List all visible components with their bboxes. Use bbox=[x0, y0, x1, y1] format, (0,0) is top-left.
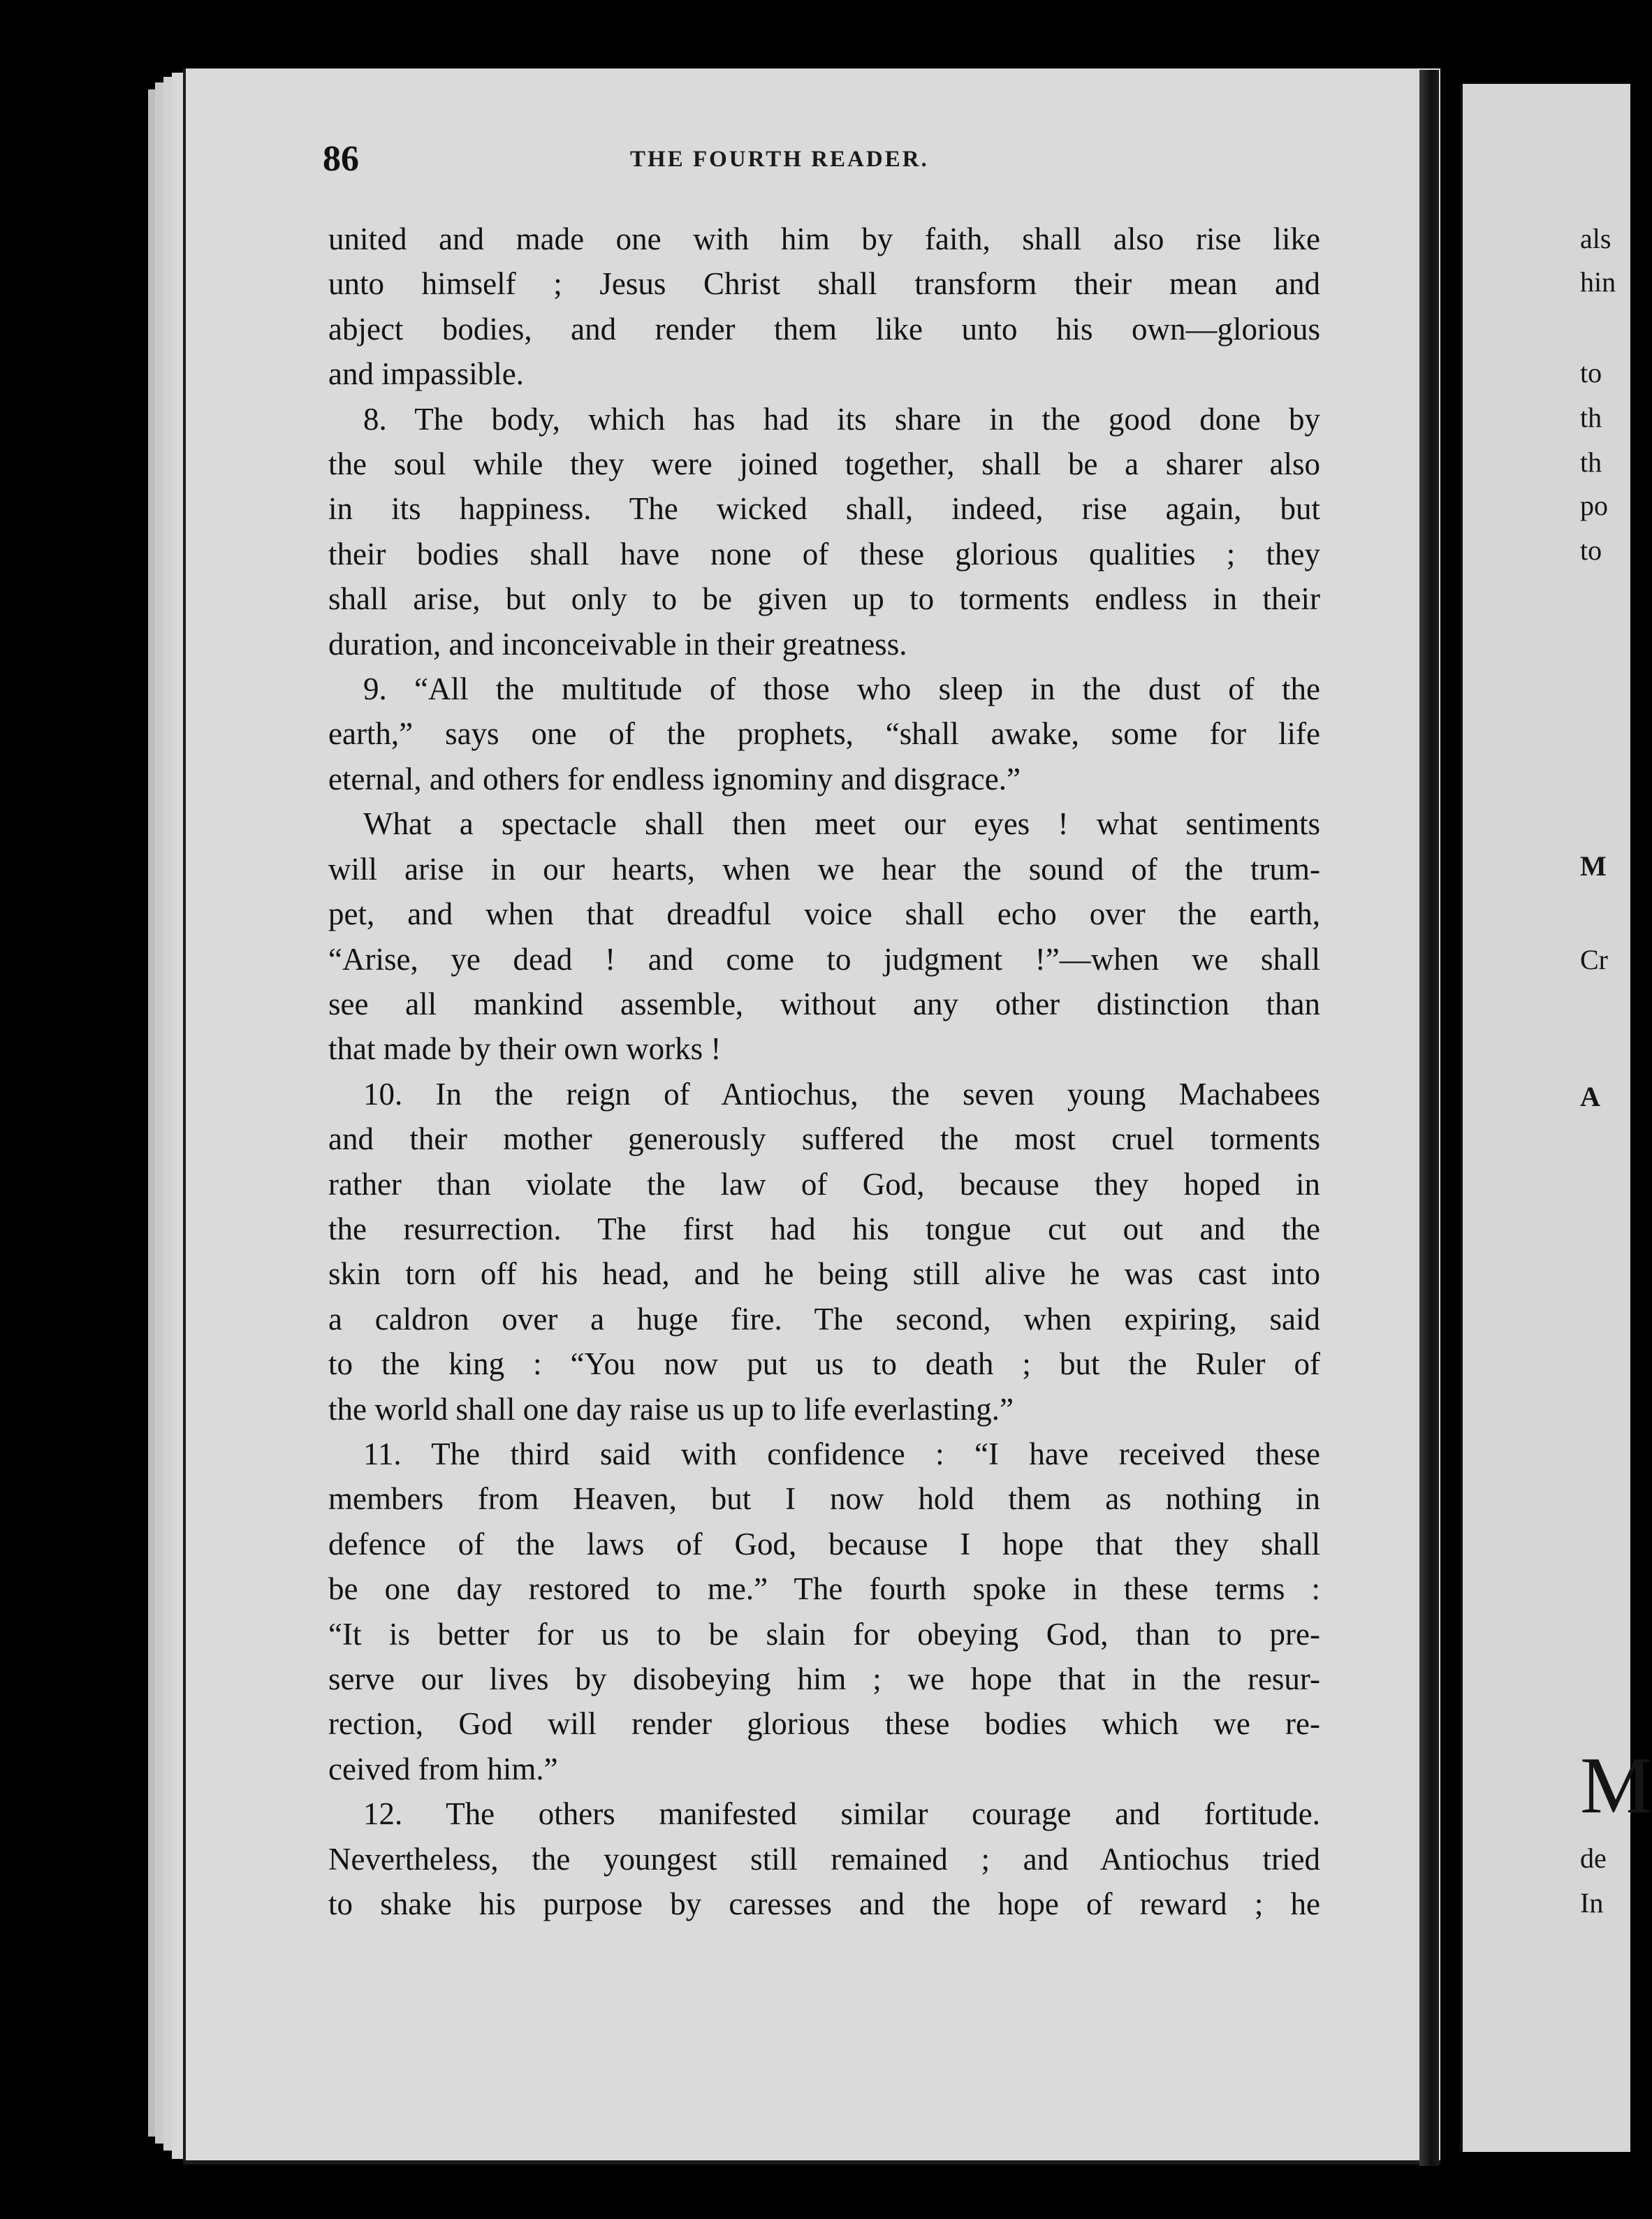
text-line: serve our lives by disobeying him ; we hope that in the resur- bbox=[328, 1661, 1320, 1696]
text-line: duration, and inconceivable in their greatness. bbox=[328, 626, 907, 662]
text-line: skin torn off his head, and he being still alive he was cast into bbox=[328, 1256, 1320, 1292]
text-line: 12. The others manifested similar courage and fortitude. bbox=[363, 1796, 1320, 1832]
paragraph bbox=[328, 1072, 1320, 1432]
paragraph bbox=[328, 1791, 1320, 1926]
paragraph bbox=[328, 667, 1320, 801]
text-line: shall arise, but only to be given up to torments endless in their bbox=[328, 581, 1320, 617]
facing-page-fragment: Cr bbox=[1580, 944, 1608, 975]
facing-page-fragment: In bbox=[1580, 1887, 1604, 1919]
text-line: earth,” says one of the prophets, “shall awake, some for life bbox=[328, 716, 1320, 752]
text-line: the resurrection. The first had his tongue cut out and the bbox=[328, 1211, 1320, 1246]
running-head: THE FOURTH READER. bbox=[630, 147, 929, 172]
text-line: that made by their own works ! bbox=[328, 1031, 722, 1067]
paragraph bbox=[328, 217, 1320, 397]
text-line: abject bodies, and render them like unto his own—glorious bbox=[328, 311, 1320, 347]
text-line: unto himself ; Jesus Christ shall transform their mean and bbox=[328, 266, 1320, 302]
body-text bbox=[328, 217, 1320, 1926]
facing-page-fragment: to bbox=[1580, 357, 1602, 388]
text-line: 11. The third said with confidence : “I have received these bbox=[363, 1436, 1320, 1471]
text-line: rection, God will render glorious these bodies which we re- bbox=[328, 1706, 1320, 1742]
facing-page-fragment: to bbox=[1580, 534, 1602, 566]
facing-page-fragment: M bbox=[1580, 850, 1607, 882]
paragraph bbox=[328, 801, 1320, 1071]
text-line: pet, and when that dreadful voice shall echo over the earth, bbox=[328, 896, 1320, 932]
text-line: be one day restored to me.” The fourth spoke in these terms : bbox=[328, 1571, 1320, 1607]
text-line: the world shall one day raise us up to life everlasting.” bbox=[328, 1391, 1014, 1427]
text-line: 9. “All the multitude of those who sleep in the dust of the bbox=[363, 671, 1320, 707]
text-line: and their mother generously suffered the most cruel torments bbox=[328, 1121, 1320, 1157]
text-line: to shake his purpose by caresses and the hope of reward ; he bbox=[328, 1886, 1320, 1922]
text-line: ceived from him.” bbox=[328, 1751, 558, 1787]
text-line: defence of the laws of God, because I hope that they shall bbox=[328, 1526, 1320, 1562]
text-line: a caldron over a huge fire. The second, when expiring, said bbox=[328, 1301, 1320, 1337]
text-line: united and made one with him by faith, shall also rise like bbox=[328, 221, 1320, 256]
facing-page-fragment: po bbox=[1580, 490, 1608, 521]
text-line: members from Heaven, but I now hold them as nothing in bbox=[328, 1481, 1320, 1517]
facing-page-fragment: A bbox=[1580, 1081, 1600, 1112]
facing-page-fragment: als bbox=[1580, 223, 1611, 254]
text-line: “It is better for us to be slain for obeying God, than to pre- bbox=[328, 1616, 1320, 1652]
text-line: Nevertheless, the youngest still remained ; and Antiochus tried bbox=[328, 1841, 1320, 1877]
facing-page-fragment: hin bbox=[1580, 266, 1616, 298]
text-line: to the king : “You now put us to death ; but the Ruler of bbox=[328, 1346, 1320, 1382]
text-line: What a spectacle shall then meet our eyes ! what sentiments bbox=[363, 806, 1320, 842]
facing-page-fragment: de bbox=[1580, 1842, 1607, 1874]
text-line: the soul while they were joined together, shall be a sharer also bbox=[328, 446, 1320, 482]
text-line: their bodies shall have none of these glorious qualities ; they bbox=[328, 536, 1320, 572]
paragraph bbox=[328, 1432, 1320, 1791]
facing-page-fragment: th bbox=[1580, 446, 1602, 478]
text-line: 8. The body, which has had its share in the good done by bbox=[363, 401, 1320, 437]
book-gutter bbox=[1419, 70, 1439, 2166]
text-line: see all mankind assemble, without any other distinction than bbox=[328, 986, 1320, 1021]
facing-page-fragment: th bbox=[1580, 402, 1602, 433]
paragraph bbox=[328, 397, 1320, 667]
text-line: eternal, and others for endless ignominy and disgrace.” bbox=[328, 761, 1021, 796]
page-header bbox=[323, 138, 1315, 180]
text-line: 10. In the reign of Antiochus, the seven young Machabees bbox=[363, 1076, 1320, 1112]
text-line: and impassible. bbox=[328, 356, 524, 392]
facing-page-fragment: M bbox=[1580, 1741, 1652, 1831]
text-line: “Arise, ye dead ! and come to judgment !”—when we shall bbox=[328, 941, 1320, 977]
page-number: 86 bbox=[323, 139, 359, 179]
text-line: rather than violate the law of God, because they hoped in bbox=[328, 1166, 1320, 1202]
text-line: will arise in our hearts, when we hear the sound of the trum- bbox=[328, 851, 1320, 887]
text-line: in its happiness. The wicked shall, indeed, rise again, but bbox=[328, 491, 1320, 527]
